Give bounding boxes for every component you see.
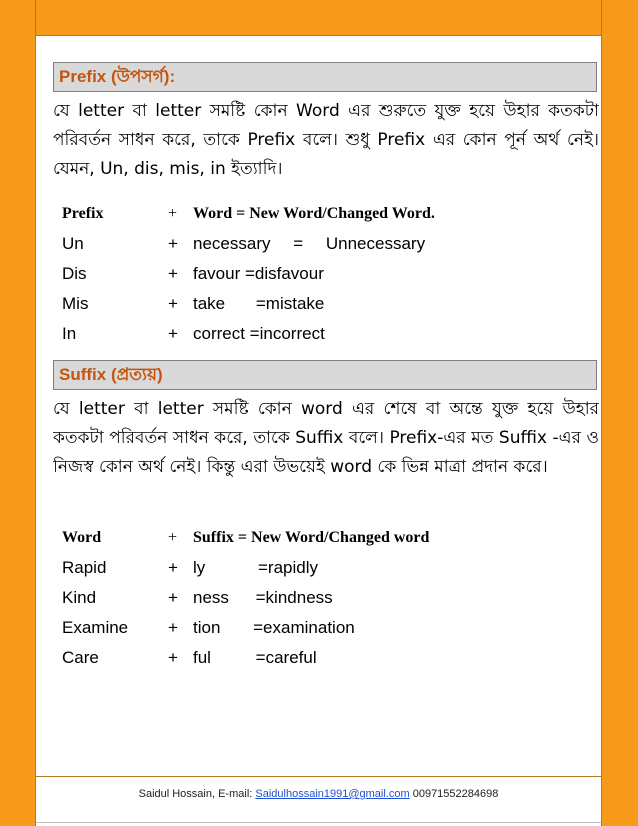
header-plus: + bbox=[168, 205, 178, 222]
row-word: Kind bbox=[62, 588, 97, 607]
left-border-band bbox=[0, 0, 36, 826]
bottom-rule bbox=[36, 822, 601, 823]
prefix-paragraph: যে letter বা letter সমষ্টি কোন Word এর শুরুতে যুক্ত হয়ে উহার কতকটা পরিবর্তন সাধন করে, তাকে Prefix বলে। শুধু Prefix এর কোন পূর্ন অর্থ নেই। যেমন, Un, dis, mis, in ইত্যাদি। bbox=[53, 101, 599, 179]
suffix-table-header bbox=[62, 523, 597, 553]
row-result: tion =examination bbox=[193, 618, 355, 637]
table-row bbox=[62, 289, 597, 319]
row-prefix: In bbox=[62, 324, 77, 343]
prefix-heading: Prefix (উপসর্গ): bbox=[53, 62, 597, 92]
row-plus: + bbox=[168, 294, 178, 313]
footer-phone: 00971552284698 bbox=[409, 788, 499, 800]
header-word: Word bbox=[62, 529, 102, 546]
row-prefix: Mis bbox=[62, 294, 89, 313]
table-row bbox=[62, 583, 597, 613]
right-border-band bbox=[601, 0, 638, 826]
table-row bbox=[62, 553, 597, 583]
footer-email-link[interactable]: Saidulhossain1991@gmail.com bbox=[255, 788, 410, 800]
header-suffix: Suffix = New Word/Changed word bbox=[193, 529, 430, 546]
row-prefix: Dis bbox=[62, 264, 87, 283]
table-row bbox=[62, 319, 597, 349]
footer-author: Saidul Hossain, E-mail: bbox=[138, 788, 256, 800]
row-plus: + bbox=[168, 588, 178, 607]
suffix-heading: Suffix (প্রত্যয়) bbox=[53, 360, 597, 390]
row-plus: + bbox=[168, 618, 178, 637]
table-row bbox=[62, 229, 597, 259]
header-prefix: Prefix bbox=[62, 205, 104, 222]
row-result: take =mistake bbox=[193, 294, 325, 313]
suffix-paragraph: যে letter বা letter সমষ্টি কোন word এর শেষে বা অন্তে যুক্ত হয়ে উহার কতকটা পরিবর্তন সাধন করে, তাকে Suffix বলে। Prefix-এর মত Suffix -এর ও নিজস্ব কোন অর্থ নেই। কিন্তু এরা উভয়েই word কে ভিন্ন মাত্রা প্রদান করে। bbox=[53, 399, 599, 477]
row-plus: + bbox=[168, 264, 178, 283]
table-row bbox=[62, 643, 597, 673]
row-result: ful =careful bbox=[193, 648, 317, 667]
row-plus: + bbox=[168, 648, 178, 667]
header-word: Word = New Word/Changed Word. bbox=[193, 205, 435, 222]
table-row bbox=[62, 613, 597, 643]
prefix-table-header bbox=[62, 199, 597, 229]
row-plus: + bbox=[168, 558, 178, 577]
header-plus: + bbox=[168, 529, 178, 546]
row-word: Examine bbox=[62, 618, 129, 637]
row-result: ly =rapidly bbox=[193, 558, 319, 577]
row-word: Care bbox=[62, 648, 99, 667]
footer-divider bbox=[36, 776, 601, 777]
row-result: necessary = Unnecessary bbox=[193, 234, 426, 253]
top-border-band bbox=[36, 0, 601, 36]
row-plus: + bbox=[168, 324, 178, 343]
table-row bbox=[62, 259, 597, 289]
prefix-table bbox=[62, 199, 597, 349]
row-prefix: Un bbox=[62, 234, 84, 253]
suffix-table bbox=[62, 523, 597, 673]
page-footer bbox=[36, 788, 601, 800]
row-result: favour =disfavour bbox=[193, 264, 324, 283]
row-result: correct =incorrect bbox=[193, 324, 325, 343]
row-plus: + bbox=[168, 234, 178, 253]
row-result: ness =kindness bbox=[193, 588, 333, 607]
row-word: Rapid bbox=[62, 558, 107, 577]
